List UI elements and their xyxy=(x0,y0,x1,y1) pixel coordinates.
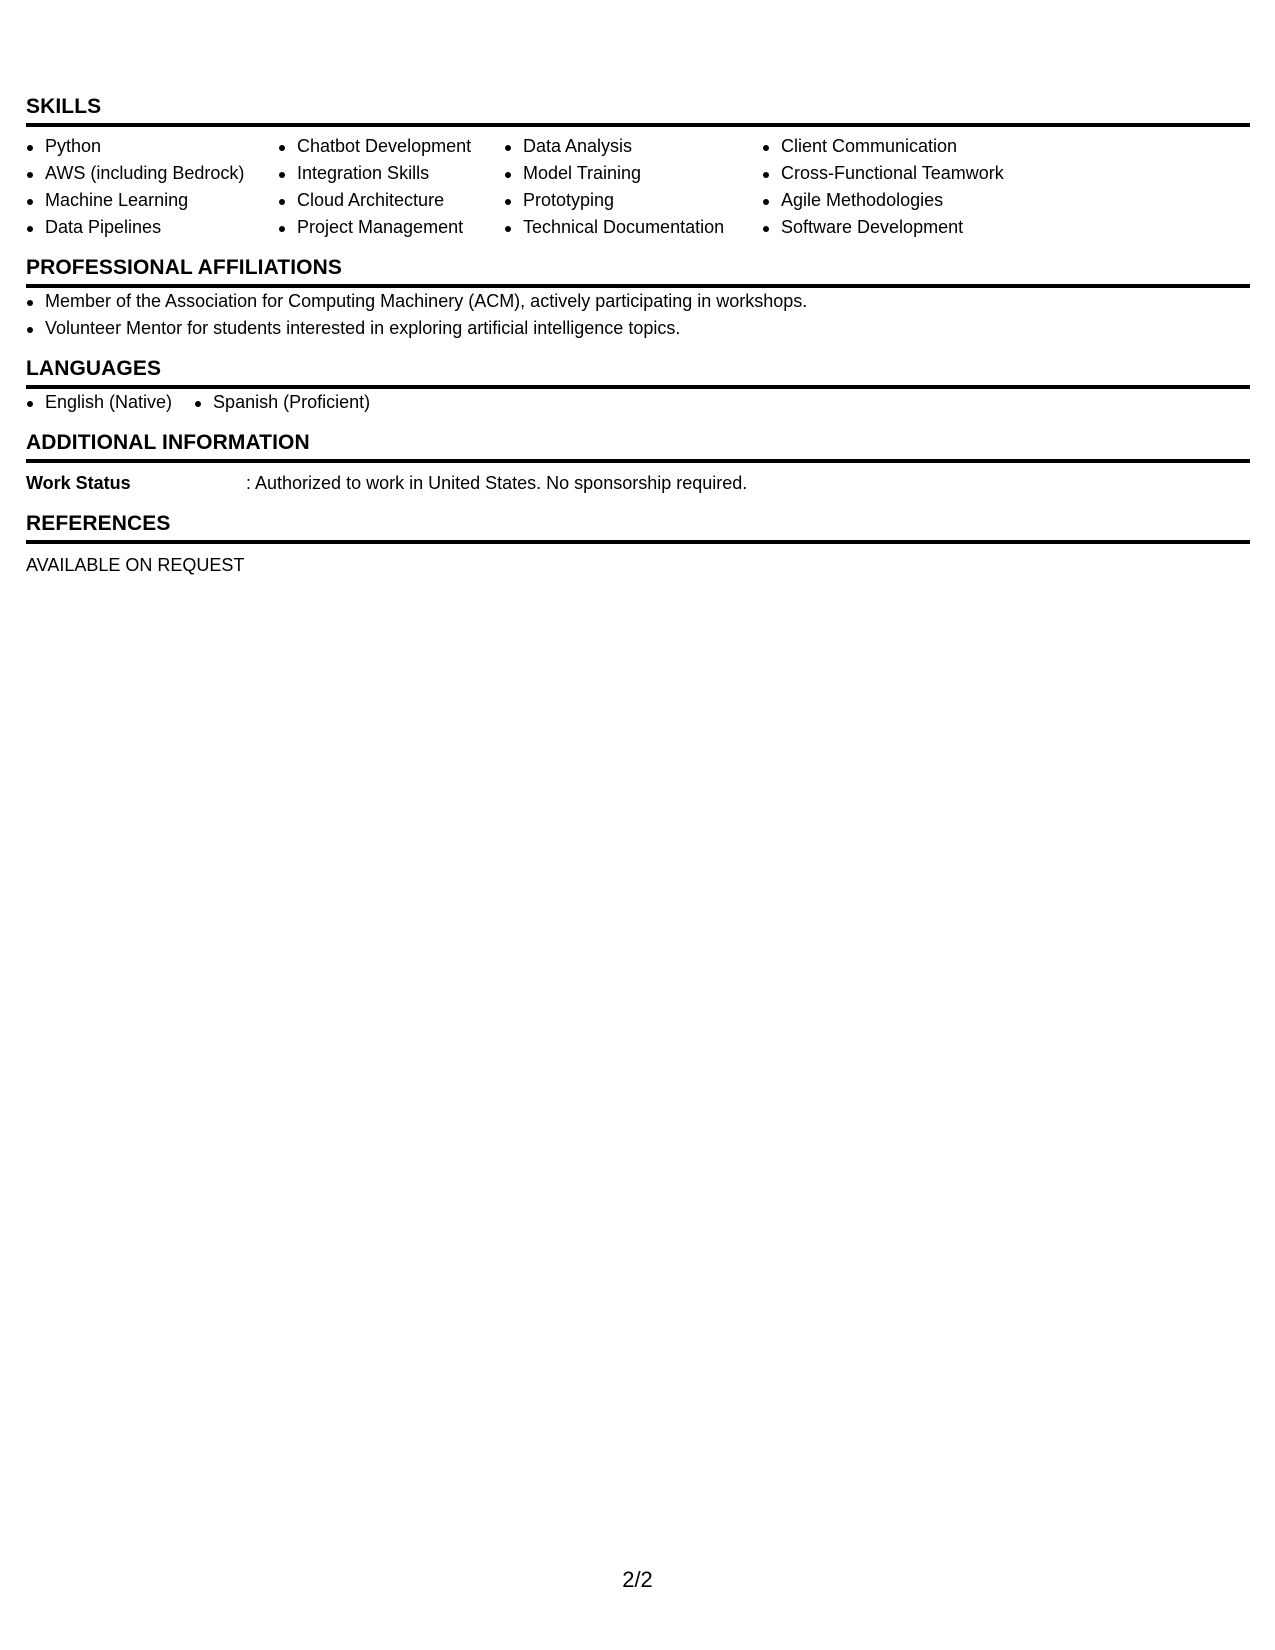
resume-page xyxy=(26,94,1250,579)
affiliations-heading: PROFESSIONAL AFFILIATIONS xyxy=(26,256,342,279)
skill-item: Cross-Functional Teamwork xyxy=(762,160,1062,187)
references-divider xyxy=(26,540,1250,544)
skill-item: Machine Learning xyxy=(26,187,278,214)
skill-item: Client Communication xyxy=(762,133,1062,160)
languages-list xyxy=(26,389,1250,416)
skill-item: Python xyxy=(26,133,278,160)
skill-item: Data Analysis xyxy=(504,133,762,160)
skill-item: Chatbot Development xyxy=(278,133,504,160)
page-number: 2/2 xyxy=(622,1567,653,1592)
affiliation-item: Volunteer Mentor for students interested in exploring artificial intelligence topics. xyxy=(26,315,1250,342)
skills-section xyxy=(26,94,1250,241)
affiliation-item: Member of the Association for Computing Machinery (ACM), actively participating in workshops. xyxy=(26,288,1250,315)
languages-heading: LANGUAGES xyxy=(26,357,162,380)
skills-divider xyxy=(26,123,1250,127)
skill-item: Technical Documentation xyxy=(504,214,762,241)
work-status-label: Work Status xyxy=(26,473,131,493)
references-section xyxy=(26,511,1250,579)
languages-section xyxy=(26,356,1250,416)
work-status-value: : Authorized to work in United States. No sponsorship required. xyxy=(246,473,748,493)
affiliations-list xyxy=(26,288,1250,342)
skill-item: Model Training xyxy=(504,160,762,187)
work-status-row xyxy=(26,470,1250,497)
additional-info-divider xyxy=(26,459,1250,463)
skills-column-4 xyxy=(762,133,1062,241)
skill-item: AWS (including Bedrock) xyxy=(26,160,278,187)
language-item: English (Native) xyxy=(26,389,172,416)
skills-grid xyxy=(26,133,1250,241)
skill-item: Prototyping xyxy=(504,187,762,214)
affiliations-section xyxy=(26,255,1250,342)
references-heading: REFERENCES xyxy=(26,512,171,535)
skill-item: Project Management xyxy=(278,214,504,241)
skills-heading: SKILLS xyxy=(26,95,102,118)
skill-item: Agile Methodologies xyxy=(762,187,1062,214)
skills-column-3 xyxy=(504,133,762,241)
additional-info-heading: ADDITIONAL INFORMATION xyxy=(26,431,310,454)
skill-item: Data Pipelines xyxy=(26,214,278,241)
skill-item: Software Development xyxy=(762,214,1062,241)
skill-item: Integration Skills xyxy=(278,160,504,187)
additional-info-section xyxy=(26,430,1250,497)
skills-column-2 xyxy=(278,133,504,241)
skills-column-1 xyxy=(26,133,278,241)
skill-item: Cloud Architecture xyxy=(278,187,504,214)
language-item: Spanish (Proficient) xyxy=(194,389,370,416)
references-text: AVAILABLE ON REQUEST xyxy=(26,555,245,575)
